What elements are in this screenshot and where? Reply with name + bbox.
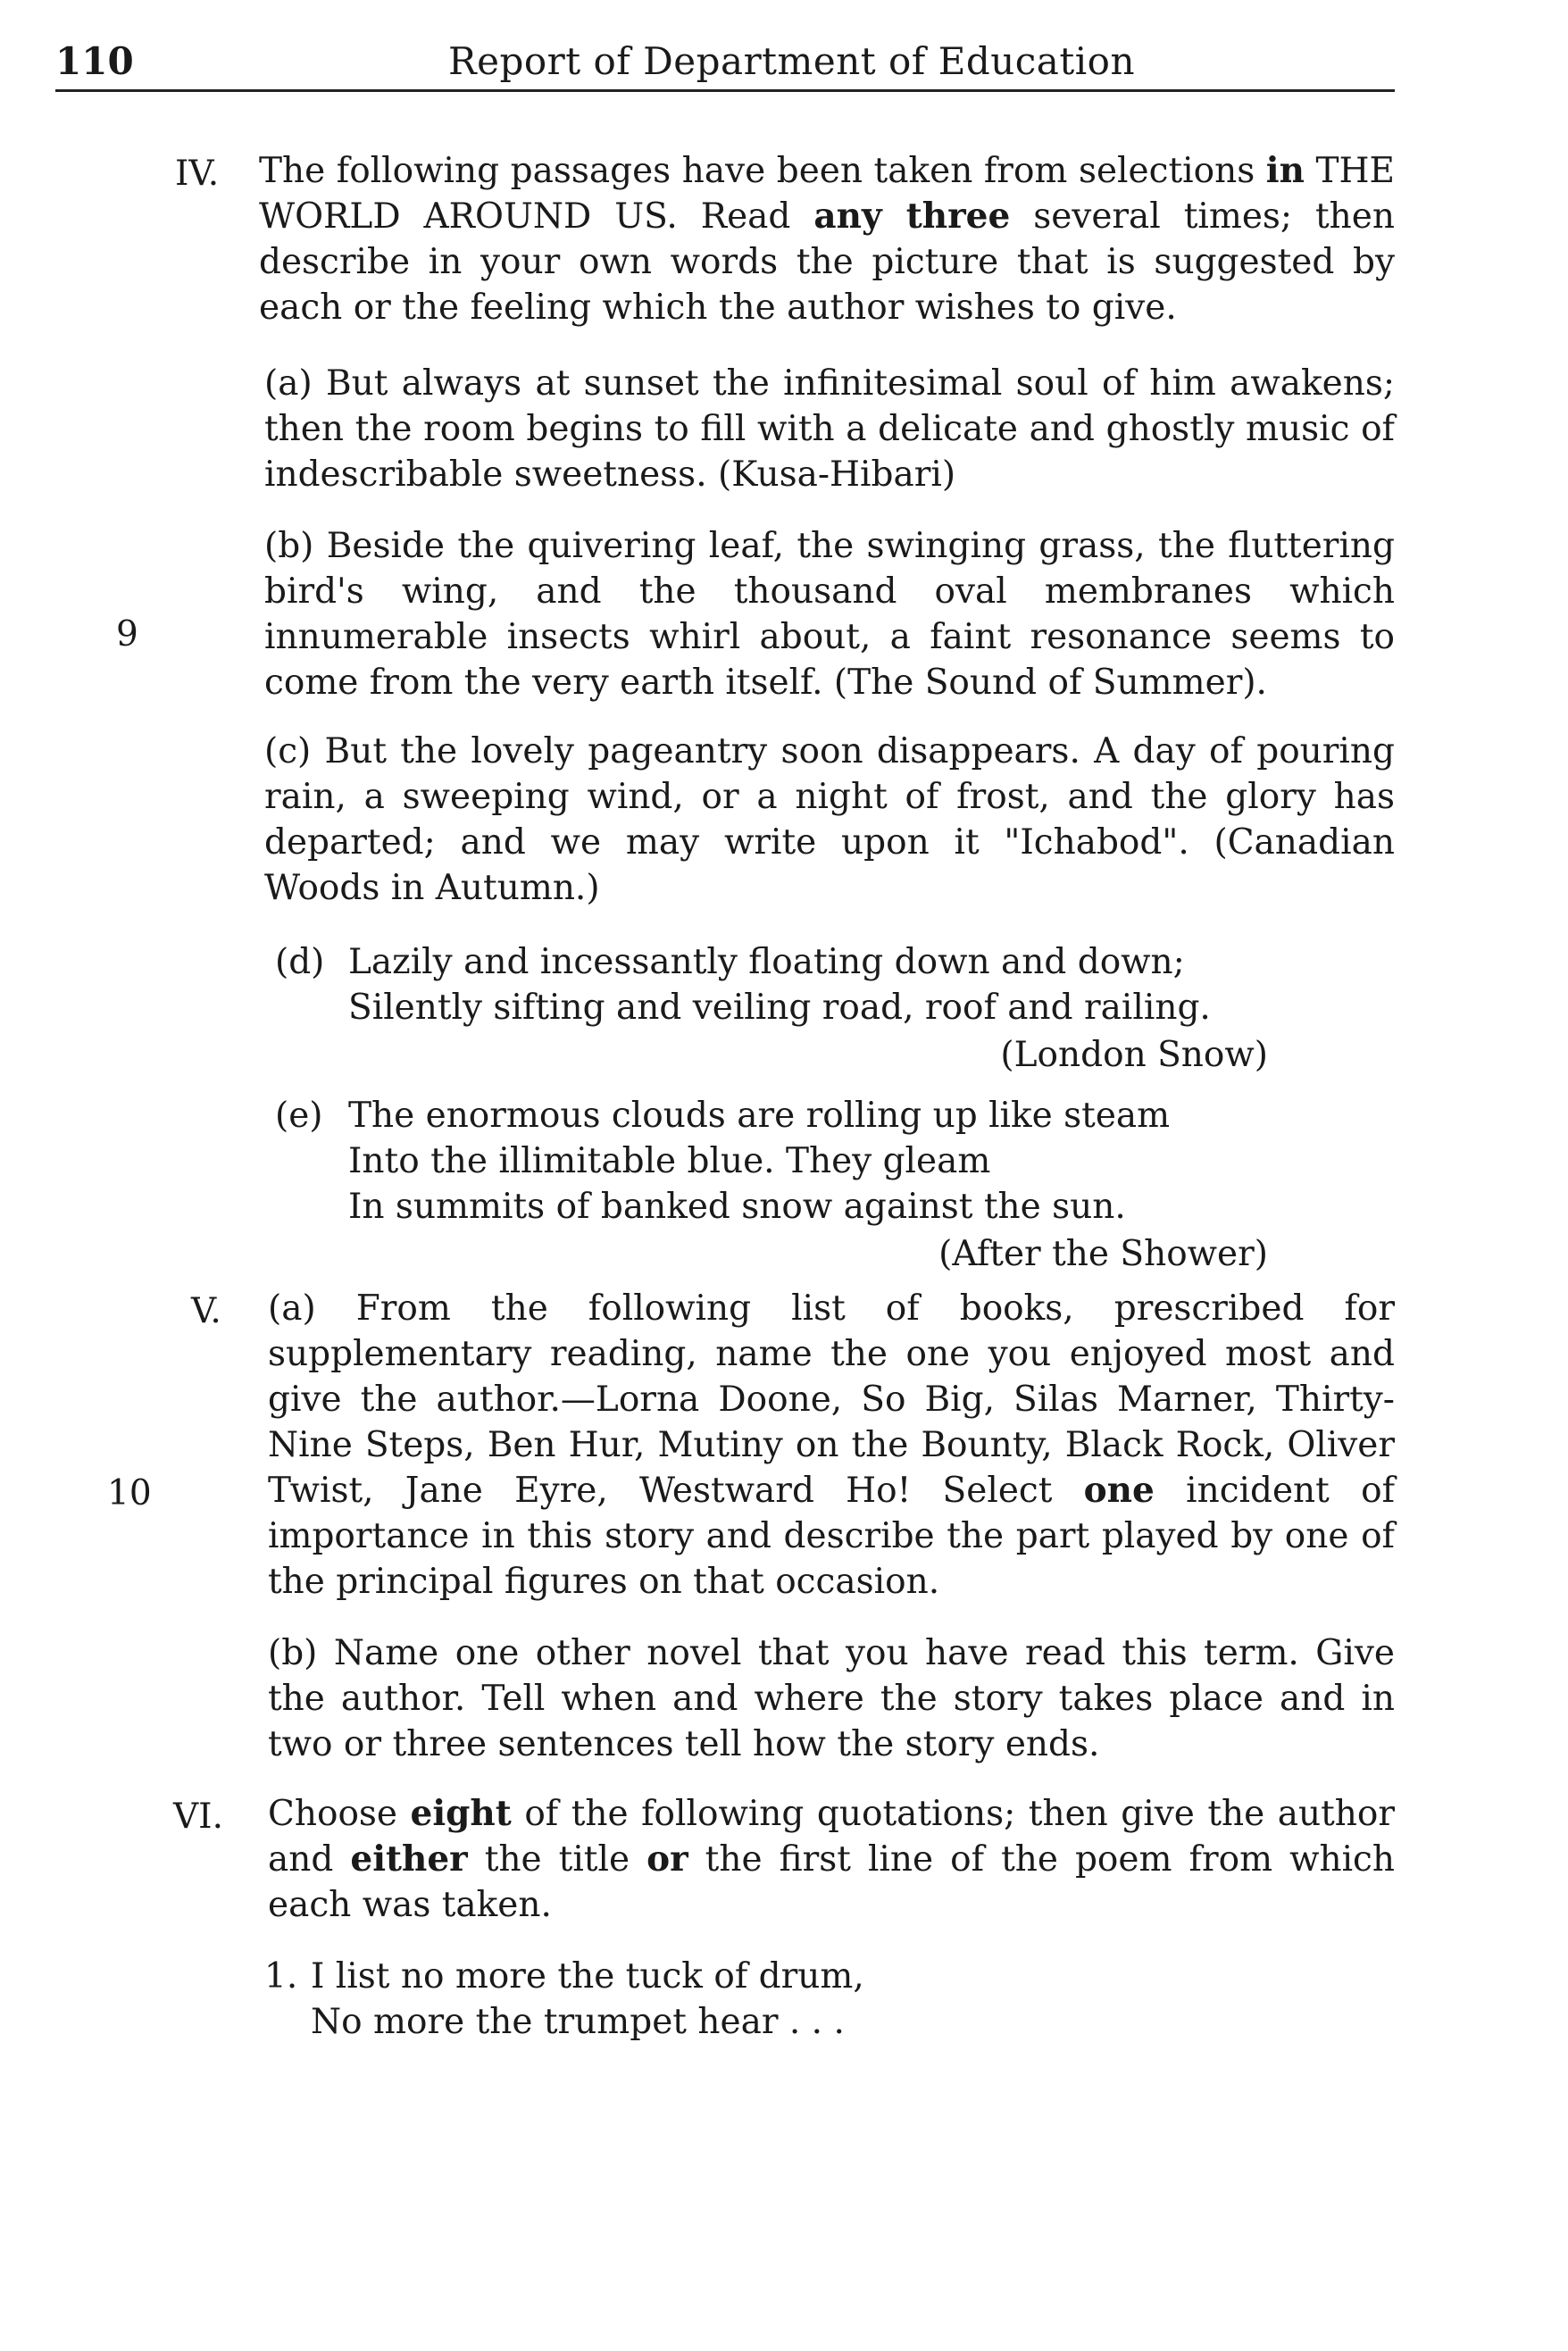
section-v-part-a: (a) From the following list of books, prescribed for supplementary reading, name the one you enjoyed most and give the author.—Lorna Doone, So Big, Silas Marner, Thirty-Nine Steps, Ben Hur, Mutiny on the Bounty, Black Rock, Oliver Twist, Jane Eyre, Westward Ho! Select one incident of importance in this story and describe the part played by one of the principal figures on that occasion.: [268, 1288, 1396, 1602]
passage-d-source: (London Snow): [1000, 1035, 1268, 1075]
quotation-1-verse: I list no more the tuck of drum, No more the trumpet hear . . .: [311, 1956, 864, 2042]
section-v-part-b: (b) Name one other novel that you have read this term. Give the author. Tell when and where the story takes place and in two or three sentences tell how the story ends.: [268, 1633, 1395, 1764]
passage-d-verse: Lazily and incessantly floating down and down; Silently sifting and veiling road, roof and railing. (London Snow): [348, 939, 1268, 1078]
passage-e-source: (After the Shower): [938, 1234, 1268, 1274]
section-v-numeral: V.: [191, 1291, 221, 1331]
passage-d: [275, 939, 324, 985]
section-iv-marks: 9: [116, 614, 138, 654]
passage-e-verse: The enormous clouds are rolling up like steam Into the illimitable blue. They gleam In summits of banked snow against the sun. (After the Shower): [348, 1093, 1268, 1277]
section-iv-intro: The following passages have been taken from selections in THE WORLD AROUND US. Read any three several times; then describe in your own words the picture that is suggested by each or the feeling which the author wishes to give.: [259, 150, 1395, 328]
page-header: [55, 34, 1395, 88]
section-vi-numeral: VI.: [173, 1797, 223, 1837]
page-number: 110: [55, 39, 134, 83]
passage-a: (a) But always at sunset the infinitesimal soul of him awakens; then the room begins to fill with a delicate and ghostly music of indescribable sweetness. (Kusa-Hibari): [264, 363, 1395, 495]
section-v-marks: 10: [107, 1473, 152, 1513]
quotation-1-label: 1.: [264, 1956, 298, 1997]
passage-e: [275, 1093, 323, 1138]
section-iv-numeral: IV.: [175, 154, 220, 194]
section-vi-intro: Choose eight of the following quotations; then give the author and either the title or the first line of the poem from which each was taken.: [268, 1793, 1396, 1925]
passage-c: (c) But the lovely pageantry soon disappears. A day of pouring rain, a sweeping wind, or a night of frost, and the glory has departed; and we may write upon it "Ichabod". (Canadian Woods in Autumn.): [264, 731, 1395, 908]
passage-b: (b) Beside the quivering leaf, the swinging grass, the fluttering bird's wing, and the thousand oval membranes which innumerable insects whirl about, a faint resonance seems to come from the very earth itself. (The Sound of Summer).: [264, 526, 1395, 703]
running-title: Report of Department of Education: [448, 39, 1135, 83]
passage-d-label: (d): [275, 942, 325, 982]
quotation-1: [264, 1954, 297, 1999]
header-rule: [55, 89, 1395, 92]
passage-e-label: (e): [275, 1096, 323, 1136]
